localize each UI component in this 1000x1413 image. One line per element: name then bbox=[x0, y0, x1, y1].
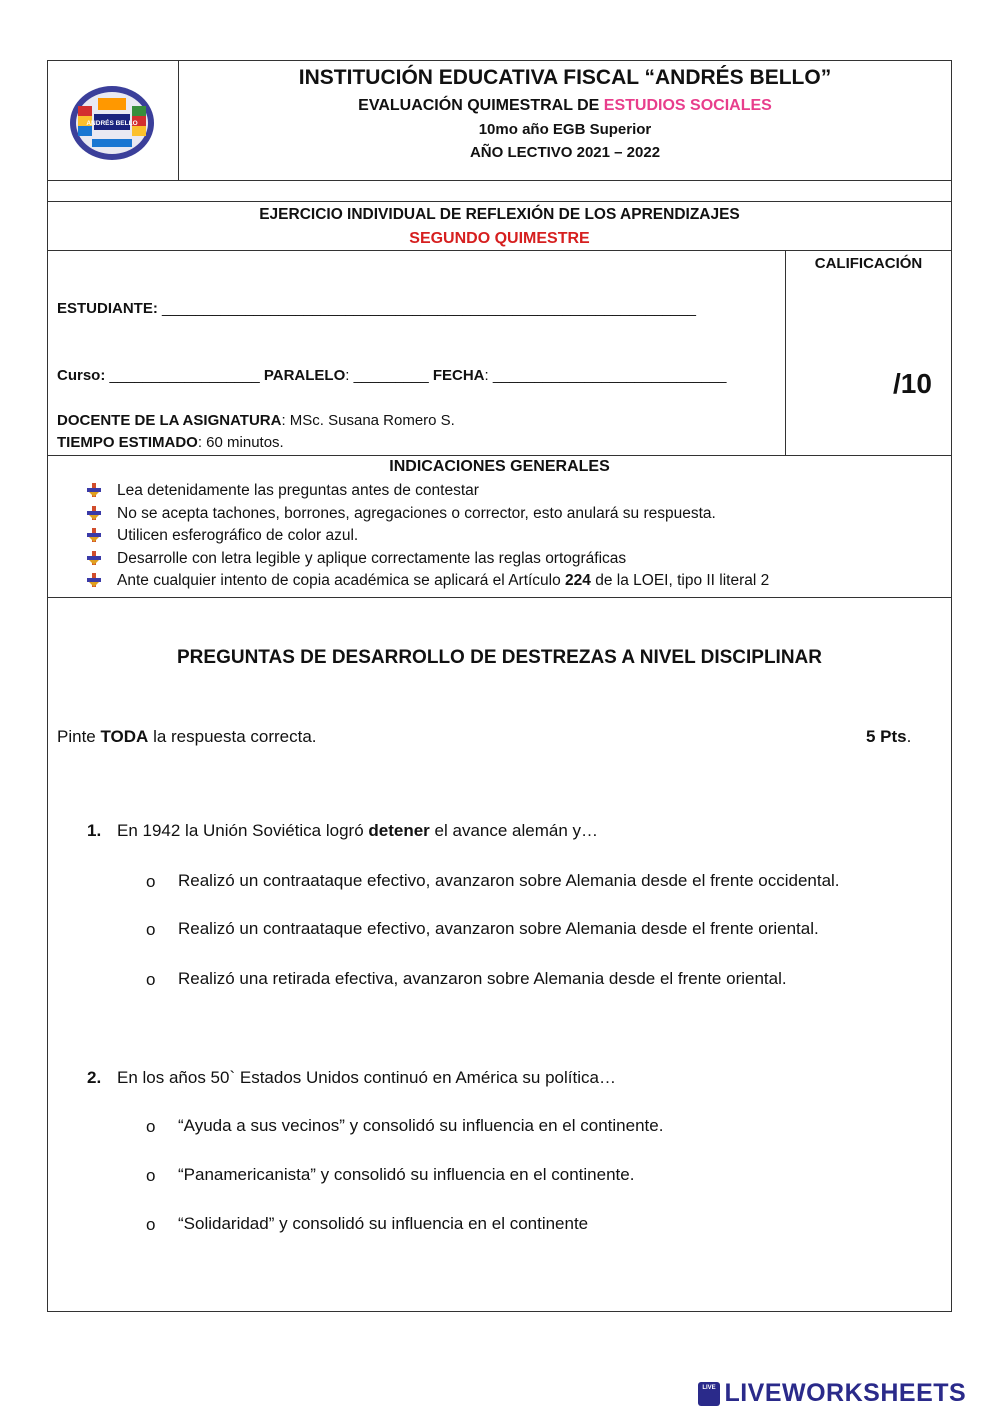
answer-option[interactable]: Realizó un contraataque efectivo, avanzaron sobre Alemania desde el frente oriental. bbox=[178, 919, 819, 938]
course-label: Curso: bbox=[57, 367, 106, 384]
liveworksheets-badge-icon bbox=[698, 1382, 720, 1406]
arrow-bullet-icon bbox=[87, 551, 101, 565]
arrow-bullet-icon bbox=[87, 506, 101, 520]
indication-text: Ante cualquier intento de copia académica se aplicará el Artículo bbox=[117, 572, 566, 589]
indications-title: INDICACIONES GENERALES bbox=[389, 458, 610, 475]
answer-option[interactable]: Realizó un contraataque efectivo, avanzaron sobre Alemania desde el frente occidental. bbox=[178, 871, 840, 890]
spacer-bottom-rule bbox=[47, 201, 952, 202]
answer-option[interactable]: Realizó una retirada efectiva, avanzaron sobre Alemania desde el frente oriental. bbox=[178, 969, 787, 988]
teacher-row bbox=[57, 412, 455, 429]
grade-level: 10mo año EGB Superior bbox=[478, 121, 652, 138]
date-label: FECHA bbox=[432, 367, 485, 384]
evaluation-line bbox=[178, 97, 952, 115]
indication-item: Lea detenidamente las preguntas antes de contestar bbox=[117, 482, 479, 499]
watermark[interactable] bbox=[698, 1379, 966, 1407]
indications-bottom-rule bbox=[47, 597, 952, 598]
instruction-line bbox=[57, 727, 317, 747]
option-marker[interactable]: o bbox=[146, 1166, 156, 1185]
exercise-title: EJERCICIO INDIVIDUAL DE REFLEXIÓN DE LOS APRENDIZAJES bbox=[259, 206, 740, 223]
indication-item: No se acepta tachones, borrones, agregaciones o corrector, esto anulará su respuesta. bbox=[117, 505, 716, 522]
badge-letters: LIVE bbox=[702, 1384, 716, 1391]
question-text bbox=[117, 821, 598, 841]
grade-label: CALIFICACIÓN bbox=[814, 255, 923, 272]
info-bottom-rule bbox=[47, 455, 952, 456]
instruction-prefix: Pinte bbox=[57, 727, 101, 746]
evaluation-prefix: EVALUACIÓN QUIMESTRAL DE bbox=[358, 97, 604, 114]
option-marker[interactable]: o bbox=[146, 920, 156, 939]
exercise-bottom-rule bbox=[47, 250, 952, 251]
option-marker[interactable]: o bbox=[146, 872, 156, 891]
time-row bbox=[57, 434, 284, 451]
answer-option[interactable]: “Panamericanista” y consolidó su influencia en el continente. bbox=[178, 1165, 635, 1184]
school-year: AÑO LECTIVO 2021 – 2022 bbox=[469, 144, 661, 161]
header-bottom-rule bbox=[47, 180, 952, 181]
course-field[interactable]: __________________ bbox=[109, 367, 260, 384]
indication-item: Utilicen esferográfico de color azul. bbox=[117, 527, 359, 544]
arrow-bullet-icon bbox=[87, 483, 101, 497]
term-title: SEGUNDO QUIMESTRE bbox=[409, 230, 590, 247]
points-value bbox=[866, 727, 911, 747]
student-row bbox=[57, 300, 696, 317]
arrow-bullet-icon bbox=[87, 528, 101, 542]
parallel-label: PARALELO bbox=[263, 367, 346, 384]
institution-title: INSTITUCIÓN EDUCATIVA FISCAL “ANDRÉS BELLO” bbox=[298, 66, 832, 89]
arrow-bullet-icon bbox=[87, 573, 101, 587]
option-marker[interactable]: o bbox=[146, 1215, 156, 1234]
question-number: 2. bbox=[87, 1068, 102, 1087]
time-value: : 60 minutos. bbox=[197, 434, 284, 451]
article-number: 224 bbox=[565, 572, 591, 589]
points-suffix: . bbox=[906, 727, 912, 746]
answer-option[interactable]: “Ayuda a sus vecinos” y consolidó su influencia en el continente. bbox=[178, 1116, 664, 1135]
points-bold: 5 Pts bbox=[866, 727, 907, 746]
answer-option[interactable]: “Solidaridad” y consolidó su influencia en el continente bbox=[178, 1214, 589, 1233]
school-logo bbox=[68, 84, 156, 162]
option-marker[interactable]: o bbox=[146, 970, 156, 989]
time-label: TIEMPO ESTIMADO bbox=[57, 434, 198, 451]
instruction-bold: TODA bbox=[100, 727, 149, 746]
teacher-value: : MSc. Susana Romero S. bbox=[281, 412, 455, 429]
indication-item-last bbox=[117, 572, 769, 590]
parallel-field[interactable]: : _________ bbox=[345, 367, 429, 384]
date-field[interactable]: : ____________________________ bbox=[484, 367, 727, 384]
questions-title: PREGUNTAS DE DESARROLLO DE DESTREZAS A NIVEL DISCIPLINAR bbox=[177, 647, 822, 668]
teacher-label: DOCENTE DE LA ASIGNATURA bbox=[57, 412, 282, 429]
option-marker[interactable]: o bbox=[146, 1117, 156, 1136]
question-number: 1. bbox=[87, 821, 102, 840]
question-text: En los años 50` Estados Unidos continuó en América su política… bbox=[117, 1068, 616, 1087]
logo-text: ANDRÉS BELLO bbox=[86, 120, 138, 127]
instruction-suffix: la respuesta correcta. bbox=[148, 727, 317, 746]
grade-divider bbox=[785, 250, 786, 455]
question-text-prefix: En 1942 la Unión Soviética logró bbox=[117, 821, 369, 840]
question-text-bold: detener bbox=[368, 821, 430, 840]
indication-suffix: de la LOEI, tipo II literal 2 bbox=[590, 572, 770, 589]
subject-name: ESTUDIOS SOCIALES bbox=[603, 97, 772, 114]
question-text-suffix: el avance alemán y… bbox=[429, 821, 599, 840]
indication-item: Desarrolle con letra legible y aplique correctamente las reglas ortográficas bbox=[117, 550, 627, 567]
watermark-text: LIVEWORKSHEETS bbox=[724, 1379, 967, 1407]
course-row bbox=[57, 367, 726, 384]
grade-value: /10 bbox=[893, 368, 932, 399]
student-name-field[interactable]: ________________________________________________________________ bbox=[162, 300, 696, 317]
student-label: ESTUDIANTE: bbox=[57, 300, 158, 317]
